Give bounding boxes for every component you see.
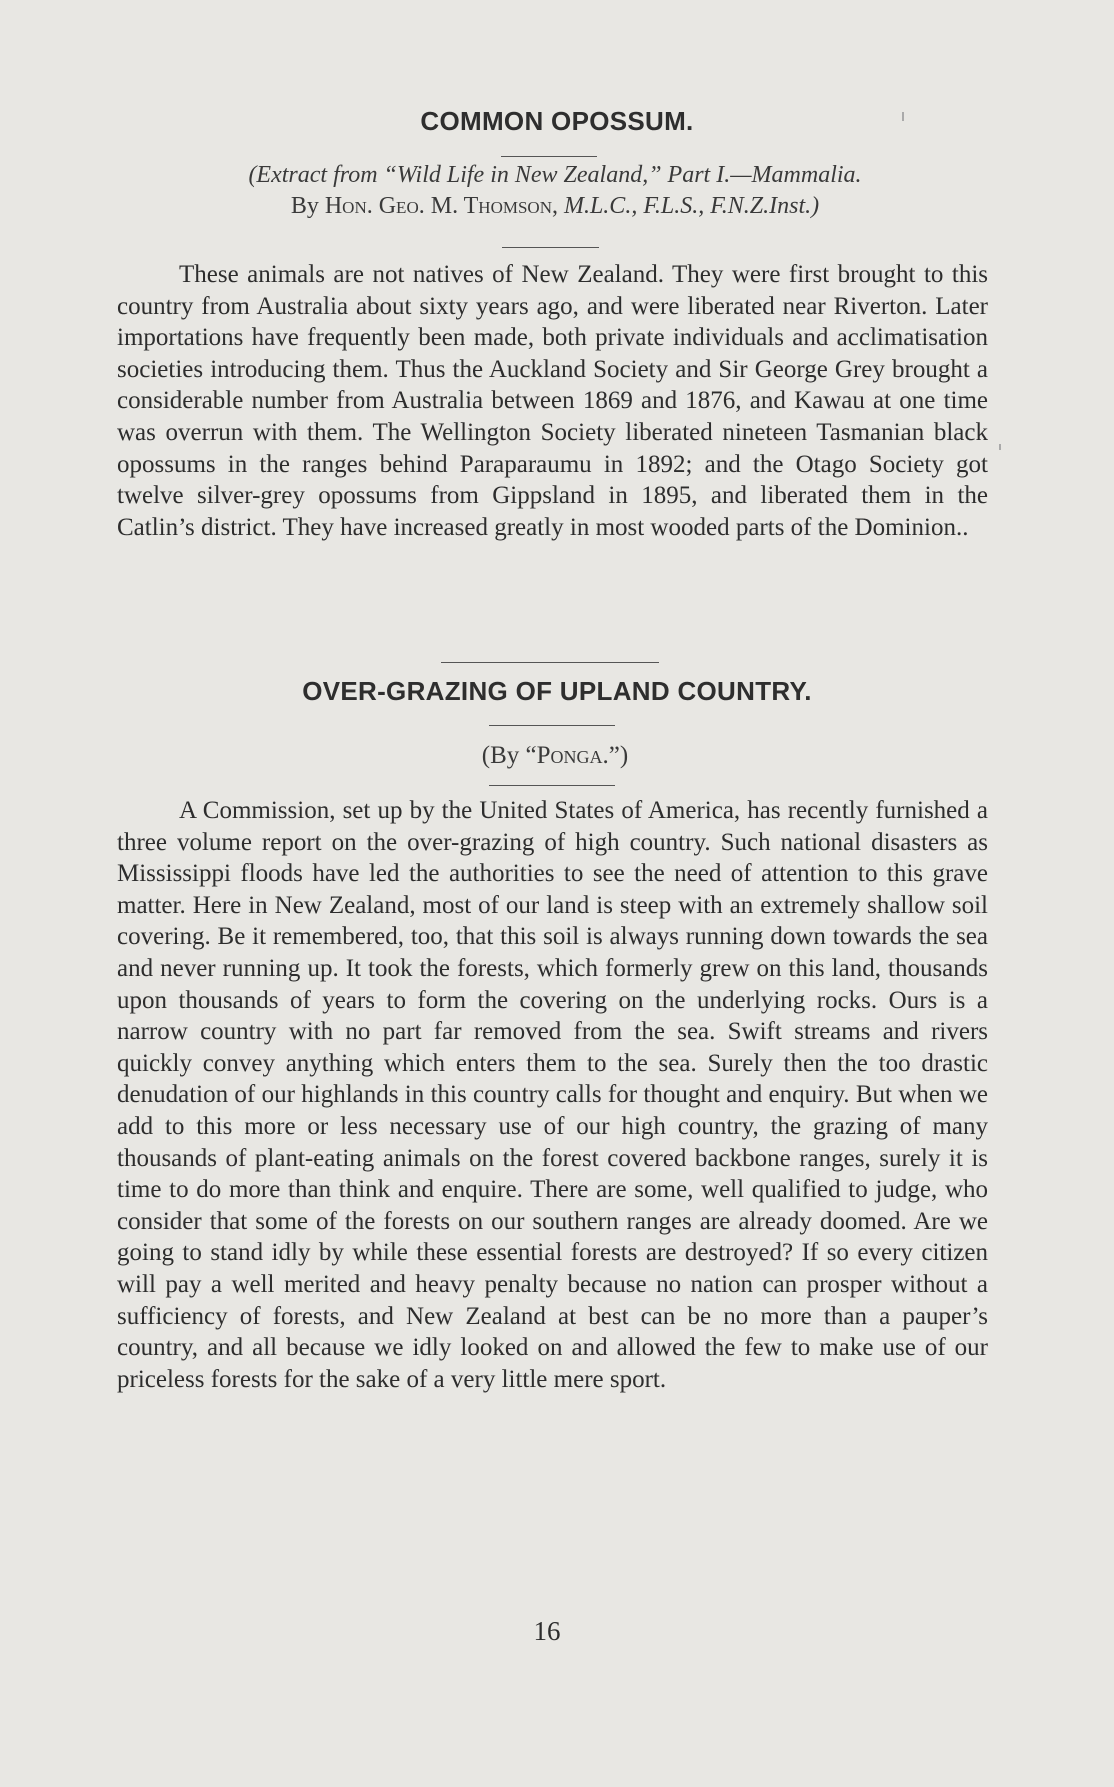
- byline-rule: [489, 785, 615, 786]
- over-grazing-paragraph-text: A Commission, set up by the United States of America, has recently furnished a three volume report on the over-grazing of high country. Such national disasters as Mississippi floods have led the authorities to see the need of attention to this grave matter. Here in New Zealand, most of our land is steep with an extremely shallow soil covering. Be it remembered, too, that this soil is always running down towards the sea and never running up. It took the forests, which formerly grew on this land, thousands upon thousands of years to form the covering on the underlying rocks. Ours is a narrow country with no part far removed from the sea. Swift streams and rivers quickly convey anything which enters them to the sea. Surely then the too drastic denudation of our highlands in this country calls for thought and enquiry. But when we add to this more or less necessary use of our high country, the grazing of many thousands of plant-eating animals on the forest covered backbone ranges, surely it is time to do more than think and enquire. There are some, well qualified to judge, who consider that some of the forests on our southern ranges are already doomed. Are we going to stand idly by while these essential forests are destroyed? If so every citizen will pay a well merited and heavy penalty because no nation can prosper without a sufficiency of forests, and New Zealand at best can be no more than a pauper’s country, and all because we idly looked on and allowed the few to make use of our priceless forests for the sake of a very little mere sport.: [117, 797, 988, 1393]
- section-title-common-opossum: COMMON OPOSSUM.: [420, 106, 694, 136]
- byline-author-name: Hon. Geo. M. Thomson,: [324, 193, 558, 219]
- extract-source-byline: [110, 160, 1000, 222]
- byline-by: By: [290, 193, 325, 219]
- paper-speck: [902, 112, 904, 121]
- byline-line-1: [110, 160, 1000, 191]
- byline-close: ”): [608, 742, 629, 769]
- section-divider-rule: [441, 662, 659, 663]
- byline-author-credentials: M.L.C., F.L.S., F.N.Z.Inst.): [557, 193, 820, 219]
- opossum-paragraph: [117, 259, 988, 543]
- over-grazing-paragraph: [117, 795, 988, 1395]
- byline-extract-text: (Extract from “Wild Life in New Zealand,” Part I.—Mammalia.: [248, 162, 862, 188]
- page-number: 16: [533, 1616, 561, 1646]
- paper-speck: [999, 444, 1001, 450]
- opossum-paragraph-text: These animals are not natives of New Zealand. They were first brought to this country from Australia about sixty years ago, and were liberated near Riverton. Later importations have frequently been made, both private individuals and acclimatisation societies introducing them. Thus the Auckland Society and Sir George Grey brought a considerable number from Australia between 1869 and 1876, and Kawau at one time was overrun with them. The Wellington Society liberated nineteen Tasmanian black opossums in the ranges behind Paraparaumu in 1892; and the Otago Society got twelve silver-grey opossums from Gippsland in 1895, and liberated them in the Catlin’s district. They have increased greatly in most wooded parts of the Dominion..: [117, 261, 988, 541]
- byline-pen-name: Ponga.: [536, 742, 609, 769]
- byline-line-2: [110, 191, 1000, 222]
- section-title-over-grazing: OVER-GRAZING OF UPLAND COUNTRY.: [302, 676, 812, 706]
- ponga-byline: [110, 740, 1000, 771]
- title-rule: [489, 725, 615, 726]
- byline-open: (By “: [481, 742, 537, 769]
- title-rule: [501, 156, 597, 157]
- byline-rule: [502, 247, 599, 248]
